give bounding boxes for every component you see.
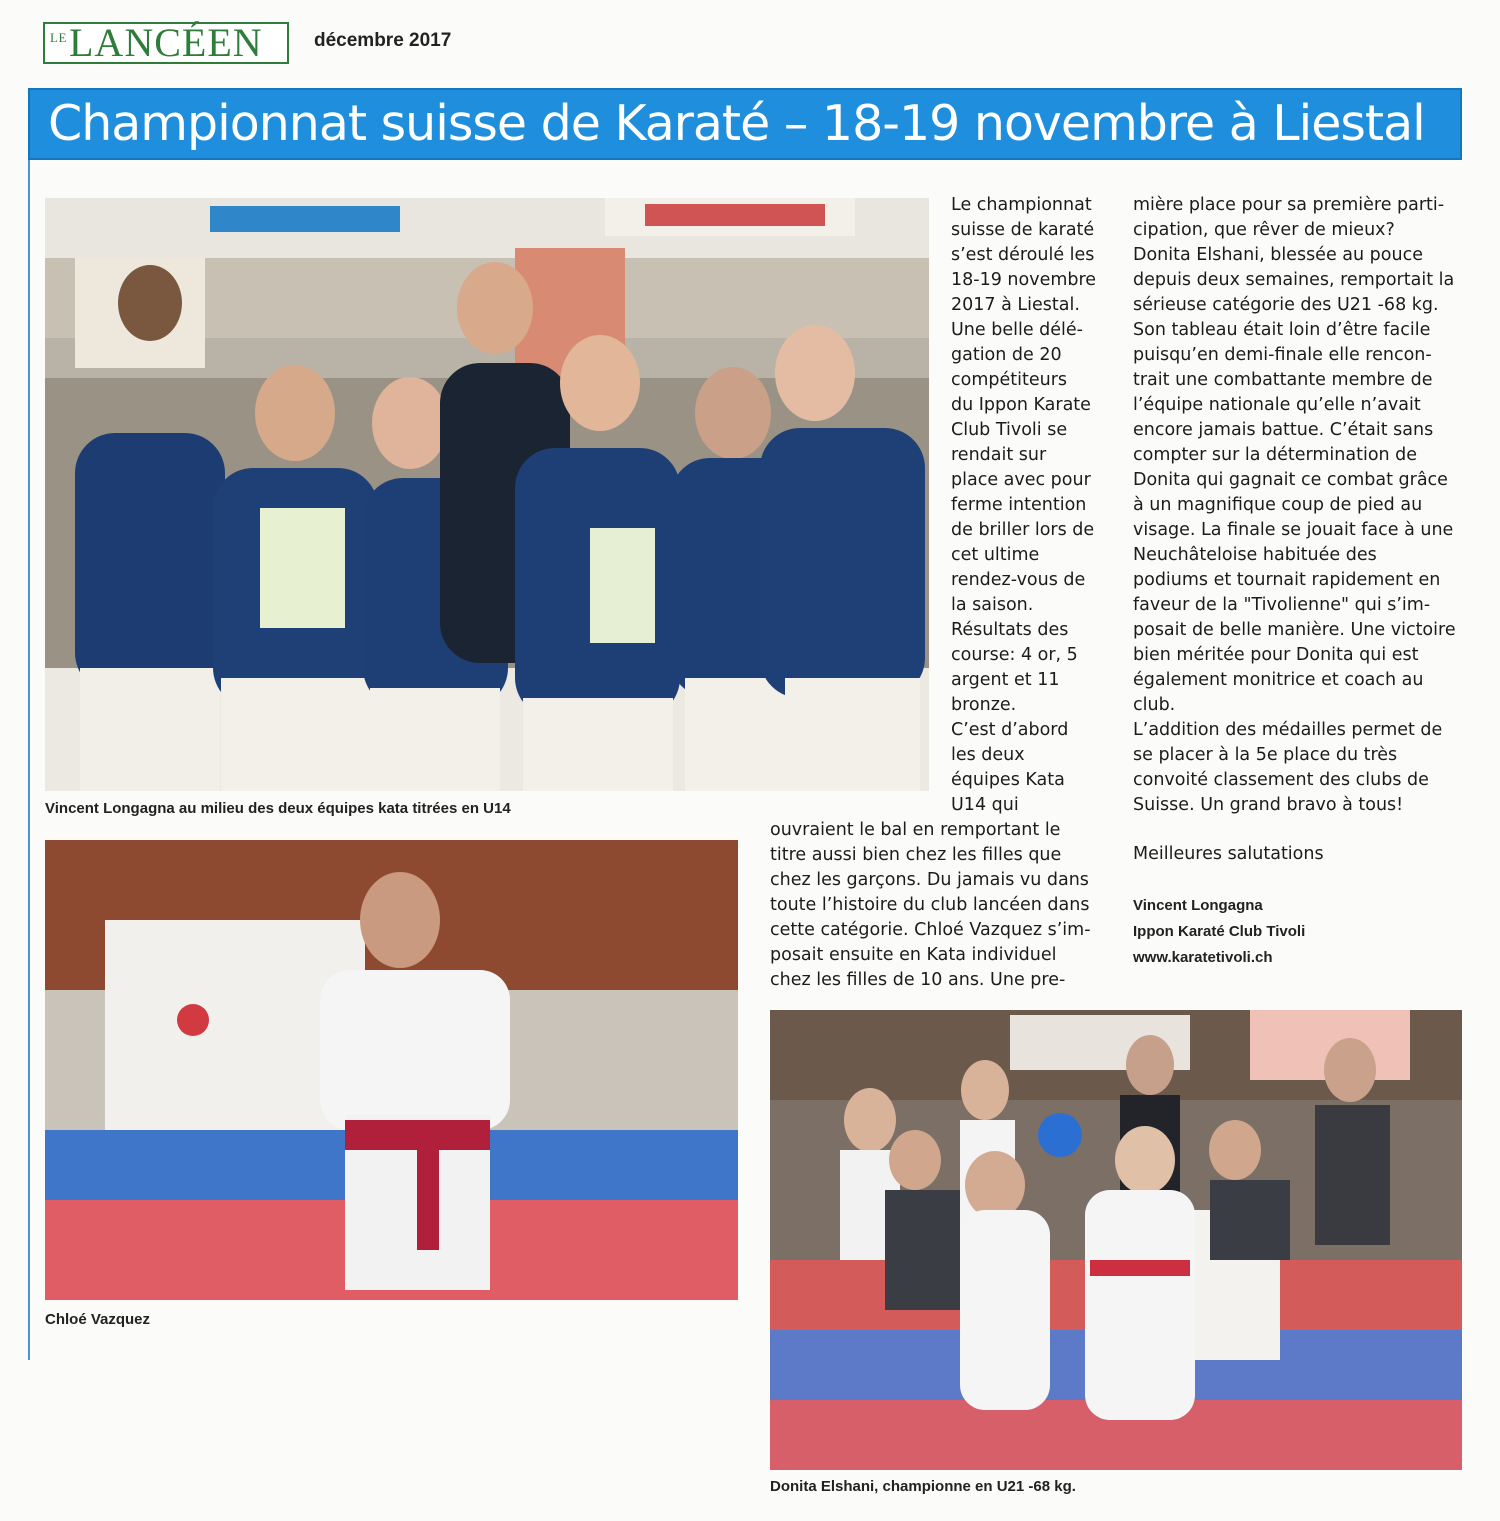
closing-salutation: Meilleures salutations <box>1133 844 1324 864</box>
chloe-photo <box>45 840 738 1300</box>
donita-photo <box>770 1010 1462 1470</box>
text-line: convoité classement des clubs de <box>1133 770 1429 790</box>
logo-prefix: LE <box>50 30 67 45</box>
donita-photo-caption: Donita Elshani, championne en U21 -68 kg. <box>770 1478 1076 1495</box>
issue-date: décembre 2017 <box>314 30 452 51</box>
text-line: toute l’histoire du club lancéen dans <box>770 895 1090 915</box>
text-line: rendait sur <box>951 445 1047 465</box>
text-line: l’équipe nationale qu’elle n’avait <box>1133 395 1421 415</box>
text-line: sérieuse catégorie des U21 -68 kg. <box>1133 295 1439 315</box>
text-line: U14 qui <box>951 795 1019 815</box>
text-line: cipation, que rêver de mieux? <box>1133 220 1395 240</box>
text-line: compter sur la détermination de <box>1133 445 1418 465</box>
signature-name: Vincent Longagna <box>1133 897 1263 914</box>
masthead-logo <box>43 22 289 64</box>
text-line: bronze. <box>951 695 1017 715</box>
text-line: chez les filles de 10 ans. Une pre- <box>770 970 1066 990</box>
text-line: posait de belle manière. Une victoire <box>1133 620 1456 640</box>
text-line: Le championnat <box>951 195 1092 215</box>
text-line: L’addition des médailles permet de <box>1133 720 1443 740</box>
text-line: Club Tivoli se <box>951 420 1068 440</box>
text-line: Son tableau était loin d’être facile <box>1133 320 1431 340</box>
text-line: bien méritée pour Donita qui est <box>1133 645 1419 665</box>
article-column-2 <box>1133 193 1463 818</box>
signature-club: Ippon Karaté Club Tivoli <box>1133 923 1306 940</box>
text-line: 18-19 novembre <box>951 270 1097 290</box>
chloe-photo-caption: Chloé Vazquez <box>45 1311 151 1328</box>
text-line: également monitrice et coach au <box>1133 670 1424 690</box>
text-line: club. <box>1133 695 1176 715</box>
text-line: faveur de la "Tivolienne" qui s’im- <box>1133 595 1431 615</box>
text-line: s’est déroulé les <box>951 245 1095 265</box>
text-line: place avec pour <box>951 470 1091 490</box>
text-line: trait une combattante membre de <box>1133 370 1433 390</box>
logo-title: LANCÉEN <box>69 20 263 65</box>
signature-block <box>1133 893 1305 971</box>
text-line: de briller lors de <box>951 520 1095 540</box>
text-line: Résultats des <box>951 620 1069 640</box>
team-photo <box>45 198 929 791</box>
text-line: à un magnifique coup de pied au <box>1133 495 1423 515</box>
signature-website-link[interactable]: www.karatetivoli.ch <box>1133 949 1273 966</box>
text-line: gation de 20 <box>951 345 1062 365</box>
text-line: Donita Elshani, blessée au pouce <box>1133 245 1423 265</box>
text-line: visage. La finale se jouait face à une <box>1133 520 1454 540</box>
text-line: encore jamais battue. C’était sans <box>1133 420 1434 440</box>
text-line: ouvraient le bal en remportant le <box>770 820 1061 840</box>
team-photo-caption: Vincent Longagna au milieu des deux équipes kata titrées en U14 <box>45 800 511 817</box>
text-line: équipes Kata <box>951 770 1065 790</box>
text-line: cet ultime <box>951 545 1040 565</box>
text-line: Suisse. Un grand bravo à tous! <box>1133 795 1404 815</box>
article-column-1-continued <box>770 818 1110 993</box>
text-line: Une belle délé- <box>951 320 1083 340</box>
text-line: C’est d’abord <box>951 720 1069 740</box>
text-line: cette catégorie. Chloé Vazquez s’im- <box>770 920 1091 940</box>
text-line: puisqu’en demi-finale elle rencon- <box>1133 345 1432 365</box>
frame-rule <box>28 160 30 1360</box>
text-line: course: 4 or, 5 <box>951 645 1078 665</box>
text-line: du Ippon Karate <box>951 395 1091 415</box>
text-line: ferme intention <box>951 495 1087 515</box>
article-column-1 <box>951 193 1121 818</box>
text-line: mière place pour sa première parti- <box>1133 195 1445 215</box>
text-line: se placer à la 5e place du très <box>1133 745 1398 765</box>
text-line: argent et 11 <box>951 670 1060 690</box>
text-line: depuis deux semaines, remportait la <box>1133 270 1455 290</box>
text-line: la saison. <box>951 595 1034 615</box>
text-line: 2017 à Liestal. <box>951 295 1080 315</box>
text-line: rendez-vous de <box>951 570 1086 590</box>
text-line: titre aussi bien chez les filles que <box>770 845 1062 865</box>
text-line: Donita qui gagnait ce combat grâce <box>1133 470 1448 490</box>
article-title: Championnat suisse de Karaté – 18-19 novembre à Liestal <box>48 95 1425 152</box>
article-banner <box>28 88 1462 160</box>
text-line: Neuchâteloise habituée des <box>1133 545 1377 565</box>
text-line: suisse de karaté <box>951 220 1095 240</box>
text-line: podiums et tournait rapidement en <box>1133 570 1441 590</box>
text-line: les deux <box>951 745 1025 765</box>
text-line: chez les garçons. Du jamais vu dans <box>770 870 1089 890</box>
text-line: compétiteurs <box>951 370 1068 390</box>
text-line: posait ensuite en Kata individuel <box>770 945 1057 965</box>
